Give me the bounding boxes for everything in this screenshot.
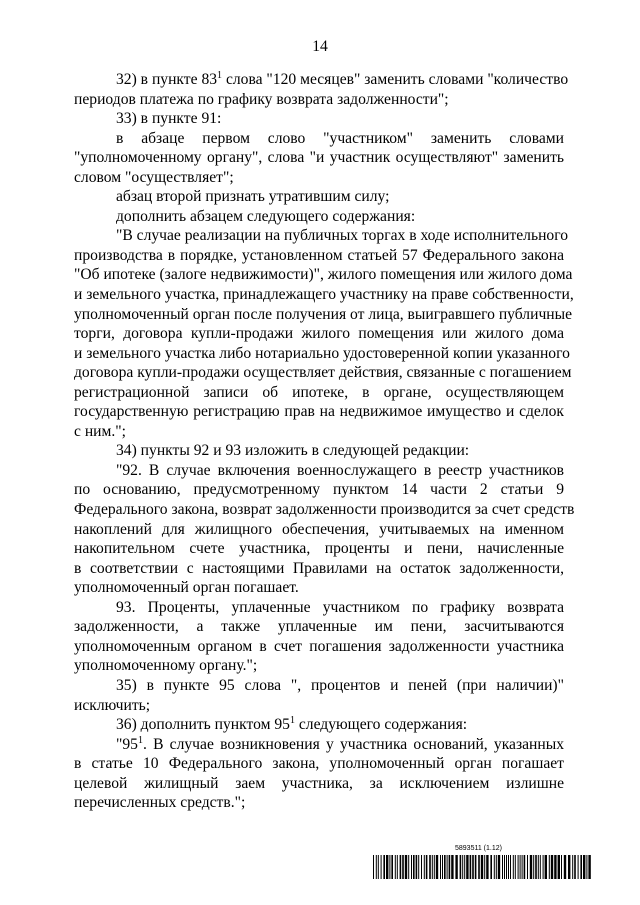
text-line	[74, 656, 564, 676]
text-segment: 35) в пункте 95 слова ", процентов и пеней (при наличии)"	[116, 676, 564, 694]
text-line	[74, 129, 564, 149]
text-segment: периодов платежа по графику возврата задолженности";	[74, 90, 449, 108]
text-line	[74, 285, 574, 305]
text-line	[74, 617, 564, 637]
text-segment: "В случае реализации на публичных торгах в ходе исполнительного	[116, 227, 569, 245]
text-segment: уполномоченный орган погашает.	[74, 579, 299, 597]
text-segment: производства в порядке, установленном статьей 57 Федерального закона	[74, 246, 564, 264]
text-line	[74, 774, 564, 794]
text-segment: . В случае возникновения у участника оснований, указанных	[142, 735, 564, 753]
text-segment: и земельного участка, принадлежащего участнику на праве собственности,	[74, 286, 574, 304]
text-segment: задолженности, а также уплаченные им пени, засчитываются	[74, 618, 564, 636]
text-line	[74, 324, 564, 344]
text-line	[74, 246, 564, 266]
text-segment: в статье 10 Федерального закона, уполномоченный орган погашает	[74, 755, 564, 773]
text-segment: 93. Проценты, уплаченные участником по графику возврата	[116, 598, 564, 616]
text-segment: государственную регистрацию прав на недвижимое имущество и сделок	[74, 403, 564, 421]
barcode-image	[373, 855, 593, 879]
text-line	[74, 363, 572, 383]
text-segment: целевой жилищный заем участника, за исключением излишне	[74, 774, 564, 792]
text-segment: словом "осуществляет";	[74, 168, 234, 186]
barcode-number: 5893511 (1.12)	[455, 845, 502, 852]
text-line	[74, 148, 564, 168]
text-segment: 34) пункты 92 и 93 изложить в следующей редакции:	[116, 442, 470, 460]
text-line	[74, 90, 564, 110]
text-line	[74, 383, 564, 403]
text-segment: договора купли-продажи осуществляет действия, связанные с погашением	[74, 364, 572, 382]
text-segment: 36) дополнить пунктом 95	[116, 716, 290, 734]
text-line	[74, 598, 564, 618]
text-line	[74, 402, 564, 422]
text-line	[74, 70, 569, 90]
text-segment: "Об ипотеке (залоге недвижимости)", жилого помещения или жилого дома	[74, 266, 573, 284]
text-segment: регистрационной записи об ипотеке, в органе, осуществляющем	[74, 383, 564, 401]
document-body	[74, 70, 575, 813]
text-segment: уполномоченным органом в счет погашения задолженности участника	[74, 637, 564, 655]
text-line	[74, 520, 564, 540]
text-line	[74, 578, 564, 598]
text-segment: 32) в пункте 83	[116, 71, 218, 88]
superscript: 1	[289, 715, 295, 727]
text-line	[74, 265, 573, 285]
text-segment: "уполномоченному органу", слова "и участник осуществляют" заменить	[74, 149, 564, 167]
text-line	[74, 461, 564, 481]
text-segment: дополнить абзацем следующего содержания:	[116, 207, 416, 225]
text-segment: перечисленных средств.";	[74, 794, 246, 812]
text-segment: торги, договора купли-продажи жилого помещения или жилого дома	[74, 325, 564, 343]
superscript: 1	[217, 70, 223, 81]
text-segment: накоплений для жилищного обеспечения, учитываемых на именном	[74, 520, 564, 538]
text-line	[74, 109, 564, 129]
text-line	[74, 500, 575, 520]
text-segment: исключить;	[74, 696, 151, 714]
text-line	[74, 422, 564, 442]
text-line	[74, 735, 564, 755]
text-segment: в абзаце первом слово "участником" заменить словами	[116, 129, 564, 147]
text-line	[74, 441, 564, 461]
text-line	[74, 226, 569, 246]
text-segment: следующего содержания:	[294, 716, 468, 734]
text-line	[74, 793, 564, 813]
text-segment: уполномоченному органу.";	[74, 657, 258, 675]
superscript: 1	[137, 734, 143, 746]
text-line	[74, 168, 564, 188]
text-line	[74, 207, 564, 227]
text-segment: слова "120 месяцев" заменить словами "количество	[222, 71, 569, 88]
text-segment: абзац второй признать утратившим силу;	[116, 188, 390, 206]
text-line	[74, 637, 564, 657]
text-segment: уполномоченный орган после получения от лица, выигравшего публичные	[74, 305, 573, 323]
text-line	[74, 754, 564, 774]
text-line	[74, 696, 564, 716]
text-line	[74, 676, 564, 696]
text-segment: с ним.";	[74, 422, 126, 440]
text-line	[74, 715, 564, 735]
text-segment: и земельного участка либо нотариально удостоверенной копии указанного	[74, 344, 570, 362]
text-segment: в соответствии с настоящими Правилами на остаток задолженности,	[74, 559, 564, 577]
text-line	[74, 344, 570, 364]
text-line	[74, 539, 564, 559]
text-segment: "92. В случае включения военнослужащего в реестр участников	[116, 461, 564, 479]
text-segment: 33) в пункте 91:	[116, 110, 222, 128]
text-segment: "95	[116, 735, 138, 753]
page-number: 14	[312, 38, 328, 55]
text-segment: по основанию, предусмотренному пунктом 14 части 2 статьи 9	[74, 481, 564, 499]
text-line	[74, 559, 564, 579]
text-segment: Федерального закона, возврат задолженности производится за счет средств	[74, 501, 575, 519]
text-line	[74, 187, 564, 207]
text-line	[74, 480, 564, 500]
text-line	[74, 305, 573, 325]
text-segment: накопительном счете участника, проценты и пени, начисленные	[74, 540, 564, 558]
